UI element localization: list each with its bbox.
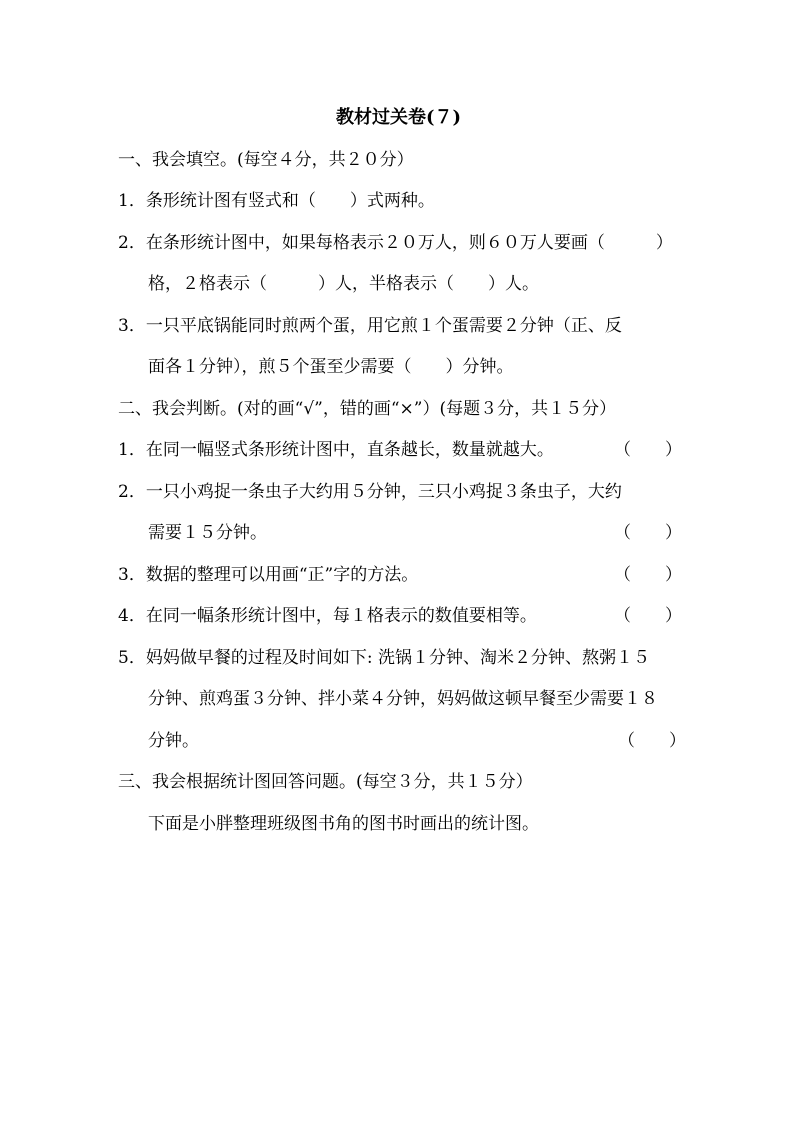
section3-heading: 三、我会根据统计图回答问题。(每空３分，共１５分） <box>118 772 533 792</box>
answer-bracket: （ ） <box>614 440 682 460</box>
page-title: 教材过关卷(７) <box>336 107 462 128</box>
section1-heading: 一、我会填空。(每空４分，共２０分） <box>118 150 414 170</box>
section1-question-2-line2: 格，２格表示（ ）人，半格表示（ ）人。 <box>148 274 539 294</box>
answer-bracket: （ ） <box>614 565 682 585</box>
answer-bracket: （ ） <box>614 523 682 543</box>
section2-question-5-line2: 分钟、煎鸡蛋３分钟、拌小菜４分钟，妈妈做这顿早餐至少需要１８ <box>148 689 658 709</box>
section1-question-3-line1: 3．一只平底锅能同时煎两个蛋，用它煎１个蛋需要２分钟（正、反 <box>118 316 622 336</box>
section2-question-3: 3．数据的整理可以用画“正”字的方法。 <box>118 565 419 585</box>
section2-question-4: 4．在同一幅条形统计图中，每１格表示的数值要相等。 <box>118 606 537 626</box>
section2-heading: 二、我会判断。(对的画“√”，错的画“×”）(每题３分，共１５分） <box>118 399 617 419</box>
answer-bracket: （ ） <box>618 731 686 751</box>
section2-question-2-line1: 2．一只小鸡捉一条虫子大约用５分钟，三只小鸡捉３条虫子，大约 <box>118 482 622 502</box>
section1-question-1: 1．条形统计图有竖式和（ ）式两种。 <box>118 191 435 211</box>
section3-intro: 下面是小胖整理班级图书角的图书时画出的统计图。 <box>148 814 539 834</box>
section2-question-1: 1．在同一幅竖式条形统计图中，直条越长，数量就越大。 <box>118 440 554 460</box>
section2-question-5-line1: 5．妈妈做早餐的过程及时间如下: 洗锅１分钟、淘米２分钟、熬粥１５ <box>118 648 650 668</box>
answer-bracket: （ ） <box>614 606 682 626</box>
section1-question-3-line2: 面各１分钟），煎５个蛋至少需要（ ）分钟。 <box>148 357 514 377</box>
section1-question-2-line1: 2．在条形统计图中，如果每格表示２０万人，则６０万人要画（ ） <box>118 233 673 253</box>
section2-question-5-line3: 分钟。 <box>148 731 199 751</box>
section2-question-2-line2: 需要１５分钟。 <box>148 523 267 543</box>
